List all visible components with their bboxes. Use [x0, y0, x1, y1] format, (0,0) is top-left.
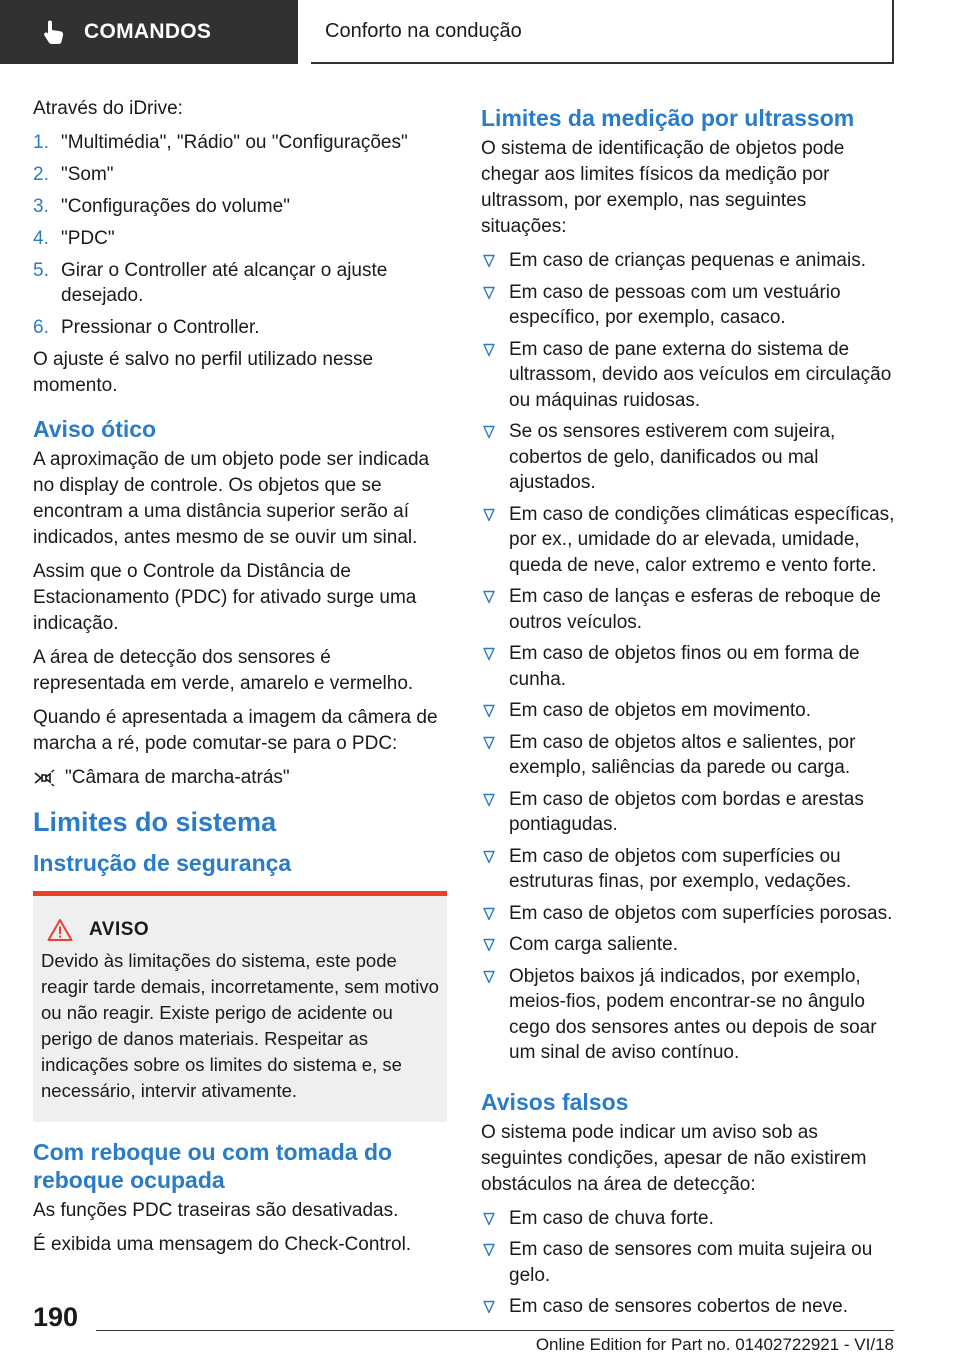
list-item	[481, 964, 895, 1066]
step-item	[33, 226, 447, 251]
chapter-tab	[0, 0, 298, 64]
triangle-bullet-icon	[483, 254, 495, 268]
step-text: "Configurações do volume"	[61, 196, 290, 217]
triangle-bullet-icon	[483, 508, 495, 522]
left-column	[33, 96, 447, 1266]
optical-paragraph: A área de detecção dos sensores é representada em verde, amarelo e vermelho.	[33, 647, 414, 694]
step-text: Pressionar o Controller.	[61, 317, 260, 338]
step-text: Girar o Controller até alcançar o ajuste desejado.	[61, 260, 388, 306]
false-warnings-list	[481, 1206, 895, 1320]
ultrasound-limits-list	[481, 248, 895, 1066]
safety-heading: Instrução de segurança	[33, 850, 292, 876]
step-item	[33, 130, 447, 155]
triangle-bullet-icon	[483, 938, 495, 952]
tow-paragraph: As funções PDC traseiras são desativadas.	[33, 1200, 399, 1221]
list-item	[481, 641, 895, 692]
section-title-bar	[311, 0, 894, 64]
list-item	[481, 698, 895, 724]
idrive-steps	[33, 130, 447, 340]
tow-paragraph: É exibida uma mensagem do Check-Control.	[33, 1234, 412, 1255]
list-item-text: Objetos baixos já indicados, por exemplo, meios-fios, podem encontrar-se no ângulo cego dos sensores antes ou depois de soar um sinal de aviso contínuo.	[509, 965, 877, 1063]
list-item	[481, 1237, 895, 1288]
triangle-bullet-icon	[483, 343, 495, 357]
list-item	[481, 502, 895, 579]
triangle-bullet-icon	[483, 850, 495, 864]
step-number: 6.	[33, 317, 49, 338]
optical-warning-heading: Aviso ótico	[33, 416, 157, 442]
list-item	[481, 419, 895, 496]
triangle-bullet-icon	[483, 704, 495, 718]
false-warnings-heading: Avisos falsos	[481, 1088, 629, 1115]
warning-text: Devido às limitações do sistema, este pode reagir tarde demais, incorretamente, sem motivo ou não reagir. Existe perigo de acidente ou perigo de danos materiais. Respeitar as indicações sobre os limites do sistema e, se necessário, intervir ativamente.	[41, 950, 439, 1101]
list-item-text: Em caso de objetos com superfícies ou estruturas finas, por exemplo, vedações.	[509, 845, 852, 892]
list-item	[481, 730, 895, 781]
list-item-text: Se os sensores estiverem com sujeira, cobertos de gelo, danificados ou mal ajustados.	[509, 421, 836, 493]
warning-header	[41, 918, 439, 942]
false-warnings-intro: O sistema pode indicar um aviso sob as seguintes condições, apesar de não existirem obstáculos na área de detecção:	[481, 1121, 867, 1195]
camera-option-label: "Câmara de marcha-atrás"	[65, 767, 290, 788]
tow-heading: Com reboque ou com tomada do reboque ocupada	[33, 1139, 393, 1193]
triangle-bullet-icon	[483, 286, 495, 300]
list-item	[481, 280, 895, 331]
list-item-text: Com carga saliente.	[509, 934, 678, 955]
system-limits-heading: Limites do sistema	[33, 807, 277, 837]
triangle-bullet-icon	[483, 1243, 495, 1257]
step-number: 4.	[33, 228, 49, 249]
triangle-bullet-icon	[483, 1300, 495, 1314]
warning-triangle-icon	[47, 918, 73, 942]
triangle-bullet-icon	[483, 1212, 495, 1226]
step-text: "Multimédia", "Rádio" ou "Configurações"	[61, 132, 408, 153]
pointing-hand-icon	[42, 19, 66, 45]
triangle-bullet-icon	[483, 970, 495, 984]
footer-divider	[96, 1330, 894, 1331]
camera-option	[33, 765, 447, 791]
warning-title: AVISO	[89, 919, 150, 940]
list-item-text: Em caso de objetos com bordas e arestas pontiagudas.	[509, 788, 864, 835]
list-item-text: Em caso de crianças pequenas e animais.	[509, 250, 866, 271]
ultrasound-limits-heading: Limites da medição por ultrassom	[481, 105, 855, 131]
list-item	[481, 901, 895, 927]
list-item	[481, 932, 895, 958]
step-item	[33, 315, 447, 340]
list-item	[481, 787, 895, 838]
profile-note: O ajuste é salvo no perfil utilizado nesse momento.	[33, 349, 374, 396]
optical-paragraph: Quando é apresentada a imagem da câmera de marcha a ré, pode comutar-se para o PDC:	[33, 707, 438, 754]
chapter-tab-label: COMANDOS	[84, 20, 212, 43]
step-number: 5.	[33, 260, 49, 281]
step-item	[33, 194, 447, 219]
list-item-text: Em caso de chuva forte.	[509, 1207, 714, 1229]
warning-box	[33, 891, 447, 1122]
triangle-bullet-icon	[483, 425, 495, 439]
list-item-text: Em caso de objetos finos ou em forma de cunha.	[509, 643, 860, 690]
section-title: Conforto na condução	[325, 19, 522, 42]
page-number: 190	[33, 1302, 79, 1332]
ultrasound-intro: O sistema de identificação de objetos pode chegar aos limites físicos da medição por ultrassom, por exemplo, nas seguintes situações:	[481, 138, 845, 237]
list-item	[481, 1294, 895, 1320]
triangle-bullet-icon	[483, 907, 495, 921]
step-text: "PDC"	[61, 228, 115, 249]
step-number: 2.	[33, 164, 49, 185]
step-text: "Som"	[61, 164, 114, 185]
triangle-bullet-icon	[483, 736, 495, 750]
list-item-text: Em caso de lanças e esferas de reboque de outros veículos.	[509, 586, 881, 633]
idrive-intro: Através do iDrive:	[33, 98, 183, 119]
parking-camera-icon	[33, 769, 55, 787]
list-item-text: Em caso de objetos altos e salientes, por exemplo, saliências da parede ou carga.	[509, 731, 856, 778]
list-item-text: Em caso de sensores cobertos de neve.	[509, 1296, 849, 1317]
list-item-text: Em caso de condições climáticas específicas, por ex., umidade do ar elevada, umidade, queda de neve, calor extremo e vento forte.	[509, 503, 895, 576]
list-item	[481, 844, 895, 895]
step-number: 1.	[33, 132, 49, 153]
step-item	[33, 258, 447, 308]
list-item-text: Em caso de sensores com muita sujeira ou gelo.	[509, 1239, 873, 1286]
right-column	[481, 96, 895, 1326]
list-item	[481, 1206, 895, 1232]
list-item	[481, 248, 895, 274]
list-item-text: Em caso de objetos com superfícies porosas.	[509, 902, 893, 924]
step-item	[33, 162, 447, 187]
list-item-text: Em caso de pane externa do sistema de ultrassom, devido aos veículos em circulação ou máquinas ruidosas.	[509, 338, 892, 411]
step-number: 3.	[33, 196, 49, 217]
triangle-bullet-icon	[483, 590, 495, 604]
edition-note: Online Edition for Part no. 01402722921 - VI/18	[535, 1335, 894, 1354]
list-item-text: Em caso de objetos em movimento.	[509, 700, 812, 721]
optical-paragraph: Assim que o Controle da Distância de Estacionamento (PDC) for ativado surge uma indicação.	[33, 561, 417, 634]
list-item	[481, 337, 895, 414]
list-item	[481, 584, 895, 635]
triangle-bullet-icon	[483, 647, 495, 661]
triangle-bullet-icon	[483, 793, 495, 807]
optical-paragraph: A aproximação de um objeto pode ser indicada no display de controle. Os objetos que se encontram a uma distância superior serão aí indicados, antes mesmo de se ouvir um sinal.	[33, 449, 430, 548]
list-item-text: Em caso de pessoas com um vestuário específico, por exemplo, casaco.	[509, 281, 841, 328]
